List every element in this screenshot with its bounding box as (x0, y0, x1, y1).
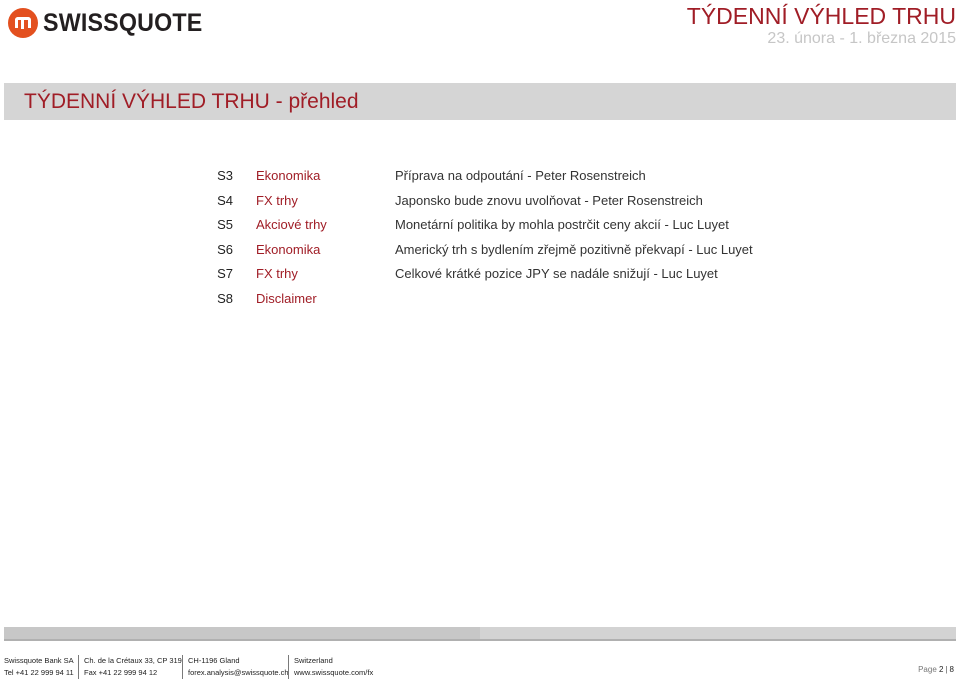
toc-row[interactable] (0, 266, 960, 286)
toc-page-number: S4 (217, 192, 233, 208)
swissquote-logo-icon (8, 8, 38, 38)
toc-section-link[interactable]: Ekonomika (256, 241, 321, 257)
toc-section-link[interactable]: Disclaimer (256, 290, 317, 306)
toc-article-title: Americký trh s bydlením zřejmě pozitivně překvapí - Luc Luyet (395, 241, 753, 257)
footer-website-link[interactable]: www.swissquote.com/fx (294, 668, 374, 677)
toc-section-link[interactable]: Ekonomika (256, 168, 321, 183)
footer-company-name: Swissquote Bank SA (4, 656, 74, 665)
footer-bar-segment (480, 627, 956, 641)
page-indicator (918, 665, 954, 674)
footer-country-name: Switzerland (294, 656, 333, 665)
logo-wordmark: SWISSQUOTE (43, 8, 203, 37)
footer-email-link[interactable]: forex.analysis@swissquote.ch (188, 668, 289, 677)
swissquote-logo (8, 7, 214, 39)
toc-page-number: S5 (217, 217, 233, 232)
toc-article-title: Celkové krátké pozice JPY se nadále snižují - Luc Luyet (395, 266, 718, 281)
report-date-range: 23. února - 1. března 2015 (767, 30, 956, 47)
footer-bar (4, 627, 956, 641)
toc-page-number: S8 (217, 290, 233, 306)
footer-street: Ch. de la Crétaux 33, CP 319 (84, 656, 182, 665)
toc-row[interactable] (0, 217, 960, 237)
footer-city (182, 655, 289, 679)
toc-section-link[interactable]: FX trhy (256, 192, 298, 208)
footer-country (288, 655, 373, 679)
toc-row[interactable] (0, 193, 960, 213)
footer-address (78, 655, 182, 679)
toc-article-title: Japonsko bude znovu uvolňovat - Peter Rosenstreich (395, 192, 703, 208)
page-current: 2 (939, 665, 944, 674)
page-total: 8 (949, 665, 954, 674)
toc-row[interactable] (0, 291, 960, 311)
footer-bar-segment (4, 627, 480, 641)
footer-company (4, 655, 74, 679)
footer-postal: CH-1196 Gland (188, 656, 240, 665)
footer-fax: Fax +41 22 999 94 12 (84, 668, 158, 677)
page-label: Page (918, 665, 937, 674)
toc-article-title: Příprava na odpoutání - Peter Rosenstreich (395, 168, 646, 183)
page-title: TÝDENNÍ VÝHLED TRHU - přehled (24, 90, 359, 113)
toc-article-title: Monetární politika by mohla postrčit ceny akcií - Luc Luyet (395, 217, 729, 232)
footer-phone: Tel +41 22 999 94 11 (4, 668, 74, 677)
toc-row[interactable] (0, 242, 960, 262)
report-title: TÝDENNÍ VÝHLED TRHU (686, 3, 956, 29)
footer (0, 655, 960, 681)
toc-page-number: S7 (217, 266, 233, 281)
toc-page-number: S6 (217, 241, 233, 257)
toc-page-number: S3 (217, 168, 233, 183)
toc-section-link[interactable]: FX trhy (256, 266, 298, 281)
page-divider: | (945, 665, 948, 674)
toc-row[interactable] (0, 168, 960, 188)
toc-section-link[interactable]: Akciové trhy (256, 217, 327, 232)
section-banner (4, 83, 956, 120)
